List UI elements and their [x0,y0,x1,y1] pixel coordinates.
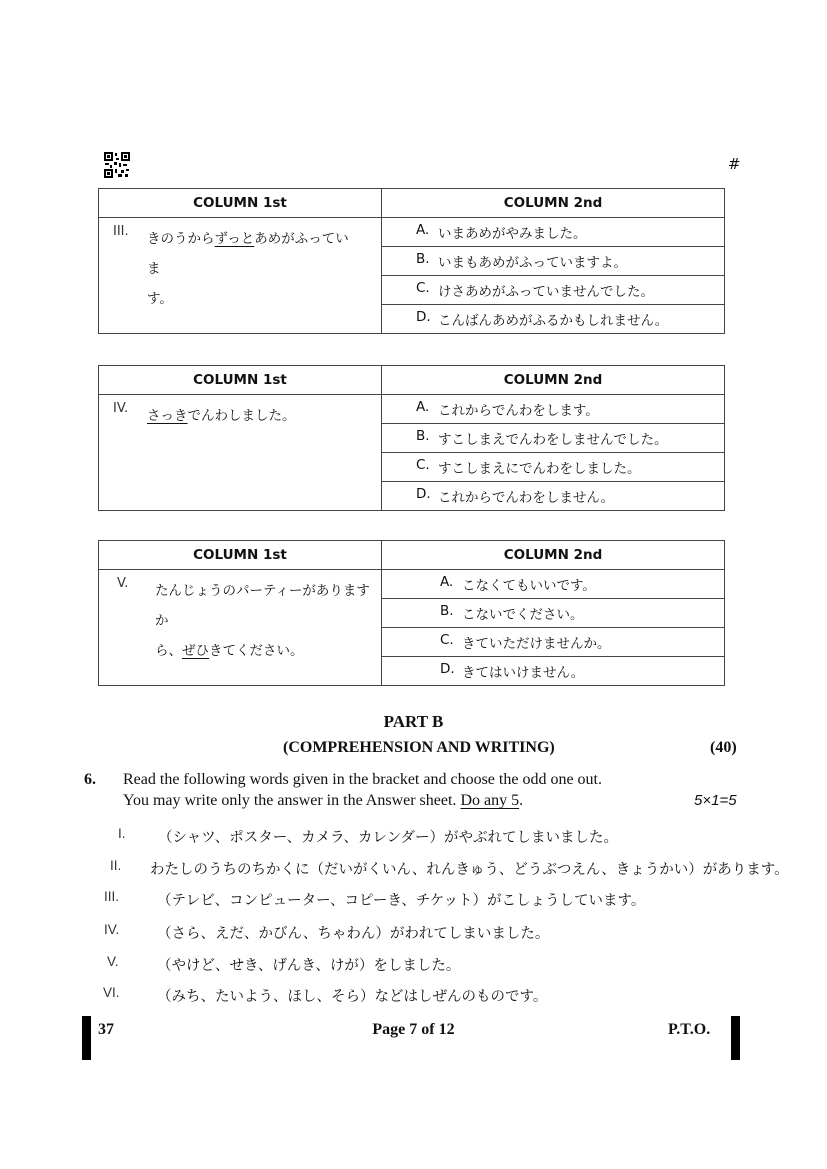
option-b: B. こないでください。 [382,599,725,628]
match-table-iv [98,365,725,511]
column-2nd-header: COLUMN 2nd [382,541,725,570]
question-cell [99,218,382,334]
match-table-iii [98,188,725,334]
question-number: III. [113,224,129,239]
option-b: B. すこしまえでんわをしませんでした。 [382,424,725,453]
page-marker: # [728,155,741,173]
option-c: C. きていただけませんか。 [382,628,725,657]
footer-page-number: Page 7 of 12 [372,1021,455,1038]
question-6-instruction: Read the following words given in the bracket and choose the odd one out. [123,771,602,788]
question-text: たんじょうのパーティーがありますか ら、ぜひきてください。 [155,583,370,659]
column-1st-header: COLUMN 1st [99,366,382,395]
option-c: C. すこしまえにでんわをしました。 [382,453,725,482]
list-item: IV. （さら、えだ、かびん、ちゃわん）がわれてしまいました。 [104,922,550,942]
question-cell [99,395,382,511]
option-d: D. きてはいけません。 [382,657,725,686]
qr-code-icon [104,152,130,178]
option-d: D. こんばんあめがふるかもしれません。 [382,305,725,334]
column-2nd-header: COLUMN 2nd [382,366,725,395]
question-number: IV. [113,401,129,416]
question-cell [99,570,382,686]
part-b-marks: (40) [710,739,737,756]
footer-pto: P.T.O. [668,1021,711,1038]
column-2nd-header: COLUMN 2nd [382,189,725,218]
list-item: V. （やけど、せき、げんき、けが）をしました。 [107,954,461,974]
question-number: V. [117,576,129,591]
option-a: A. いまあめがやみました。 [382,218,725,247]
question-text: さっきでんわしました。 [147,408,296,424]
marking-scheme: 5×1=5 [694,792,737,809]
list-item: I. （シャツ、ポスター、カメラ、カレンダー）がやぶれてしまいました。 [118,826,619,846]
list-item: III. （テレビ、コンピューター、コピーき、チケット）がこしょうしています。 [104,889,646,909]
footer-code: 37 [98,1021,114,1038]
option-d: D. これからでんわをしません。 [382,482,725,511]
part-b-subtitle: (COMPREHENSION AND WRITING) [283,739,555,756]
column-1st-header: COLUMN 1st [99,189,382,218]
option-a: A. これからでんわをします。 [382,395,725,424]
list-item: II. わたしのうちのちかくに（だいがくいん、れんきゅう、どうぶつえん、きょうかい）があります。 [110,858,789,878]
option-b: B. いまもあめがふっていますよ。 [382,247,725,276]
match-table-v [98,540,725,686]
list-item: VI. （みち、たいよう、ほし、そら）などはしぜんのものです。 [103,985,548,1005]
column-1st-header: COLUMN 1st [99,541,382,570]
question-6-note: You may write only the answer in the Answer sheet. Do any 5. [123,792,524,809]
question-text: きのうからずっとあめがふっていま す。 [147,231,349,307]
part-b-title: PART B [383,712,444,731]
option-a: A. こなくてもいいです。 [382,570,725,599]
option-c: C. けさあめがふっていませんでした。 [382,276,725,305]
question-6-number: 6. [84,771,96,788]
